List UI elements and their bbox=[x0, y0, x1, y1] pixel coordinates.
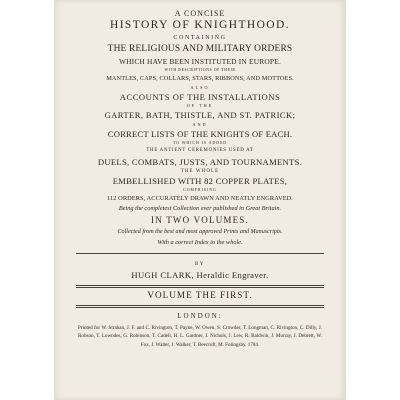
title-page bbox=[54, 0, 346, 400]
subtitle-added: TO WHICH IS ADDED bbox=[172, 141, 228, 145]
volume-count: IN TWO VOLUMES. bbox=[151, 215, 249, 225]
book-title: HISTORY OF KNIGHTHOOD. bbox=[110, 19, 290, 31]
subtitle-duels: DUELS, COMBATS, JUSTS, AND TOURNAMENTS. bbox=[97, 157, 303, 167]
title-article: A CONCISE bbox=[174, 9, 226, 18]
subtitle-of-the: OF THE bbox=[186, 103, 214, 108]
subtitle-index: With a correct Index to the whole. bbox=[157, 239, 243, 246]
subtitle-also: ALSO bbox=[190, 85, 210, 90]
subtitle-comprising: COMPRISING bbox=[183, 188, 217, 192]
subtitle-mantles: MANTLES, CAPS, COLLARS, STARS, RIBBONS, AND MOTTOES. bbox=[106, 75, 294, 82]
subtitle-instituted: WHICH HAVE BEEN INSTITUTED IN EUROPE. bbox=[118, 57, 282, 66]
author-name: HUGH CLARK, Heraldic Engraver. bbox=[131, 270, 269, 280]
divider-double-rule bbox=[76, 285, 324, 288]
subtitle-descriptions: WITH DESCRIPTIONS OF THEIR bbox=[164, 68, 236, 72]
subtitle-sources: Collected from the best and most approved Prints and Manuscripts. bbox=[117, 229, 283, 235]
subtitle-the-whole: THE WHOLE bbox=[180, 169, 220, 174]
subtitle-installations: ACCOUNTS OF THE INSTALLATIONS bbox=[119, 92, 281, 102]
subtitle-ceremonies: THE ANTIENT CEREMONIES USED AT bbox=[146, 148, 254, 153]
divider-double-rule bbox=[76, 305, 324, 308]
divider-rule bbox=[76, 253, 324, 254]
subtitle-orders: THE RELIGIOUS AND MILITARY ORDERS bbox=[107, 44, 293, 54]
subtitle-containing: CONTAINING bbox=[173, 35, 227, 41]
subtitle-plates: EMBELLISHED WITH 82 COPPER PLATES, bbox=[112, 176, 288, 186]
subtitle-knights-lists: CORRECT LISTS OF THE KNIGHTS OF EACH. bbox=[107, 129, 293, 139]
subtitle-engraved: 112 ORDERS, ACCURATELY DRAWN AND NEATLY ENGRAVED. bbox=[107, 195, 293, 202]
subtitle-and: AND bbox=[192, 122, 208, 127]
subtitle-collection: Being the completest Collection ever published in Great Britain. bbox=[118, 205, 282, 212]
volume-label: VOLUME THE FIRST. bbox=[147, 290, 253, 300]
author-by: BY bbox=[195, 262, 205, 267]
imprint-publishers: Printed for W. Strahan, J. F. and C. Rivington, T. Payne, W. Owen, S. Crowder, T. Longman, C. Rivington, C. Dilly, J. Robson, T. Lowndes, G. Robinson, T. Cadell, H. L. Gardner, J. Nichols, J. Lew, R. Baldwin, J. Murray, J. Debrett, W. Fox, J. Walter, J. Walker, T. Beecroft, M. Folingsby. 1784. bbox=[78, 325, 322, 348]
subtitle-orders-list: GARTER, BATH, THISTLE, AND ST. PATRICK; bbox=[104, 110, 296, 120]
imprint-place: LONDON: bbox=[177, 312, 223, 320]
